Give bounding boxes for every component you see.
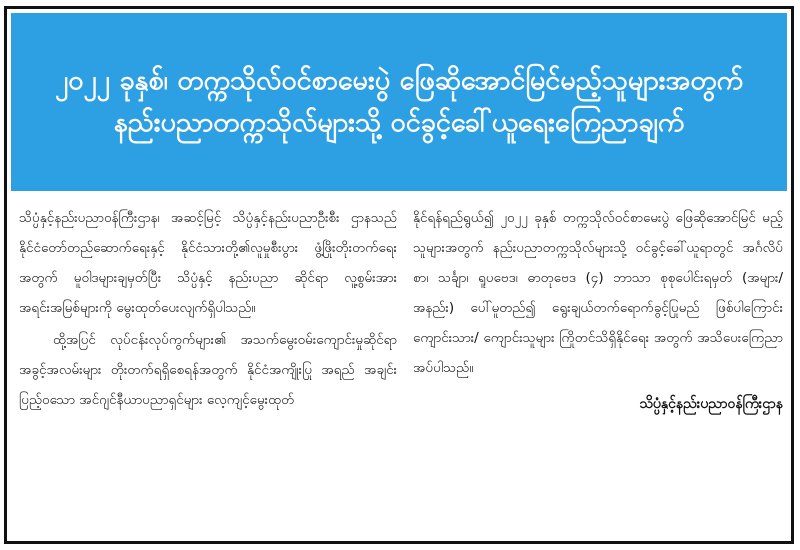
- left-paragraph-2: ထို့အပြင် လုပ်ငန်းလုပ်ကွက်များ၏ အသက်မွေးဝမ်းကျောင်းမှုဆိုင်ရာ အခွင့်အလမ်းများ တိုးတက်ရရှိစေရန်အတွက် နိုင်ငံအကျိုးပြု အရည် အချင်းပြည့်ဝသော အင်ဂျင်နီယာပညာရှင်များ လေ့ကျင့်မွေးထုတ်: [19, 332, 397, 408]
- signature: သိပ္ပံနှင့်နည်းပညာဝန်ကြီးဌာန: [639, 396, 783, 412]
- left-paragraph-1: သိပ္ပံနှင့်နည်းပညာဝန်ကြီးဌာန၊ အဆင့်မြင့် သိပ္ပံနှင့်နည်းပညာဦးစီး ဌာနသည်နိုင်ငံတော်တည်ဆောက်ရေးနှင့် နိုင်ငံသားတို့၏လူမှုစီးပွား ဖွံ့ဖြိုးတိုးတက်ရေးအတွက် မူဝါဒများချမှတ်ပြီး သိပ္ပံနှင့် နည်းပညာ ဆိုင်ရာ လူ့စွမ်းအားအရင်းအမြစ်များကို မွေးထုတ်ပေးလျက်ရှိပါသည်။: [19, 210, 397, 316]
- title-line-1: ၂၀၂၂ ခုနှစ်၊ တက္ကသိုလ်ဝင်စာမေးပွဲ ဖြေဆိုအောင်မြင်မည့်သူများအတွက်: [54, 65, 744, 97]
- right-column: [413, 203, 783, 535]
- title-banner: [11, 13, 787, 191]
- left-column: [19, 203, 397, 535]
- announcement-frame: [4, 6, 794, 544]
- announcement-body: [11, 203, 787, 535]
- title-line-2: နည်းပညာတက္ကသိုလ်များသို့ ဝင်ခွင့်ခေါ်ယူရေးကြေညာချက်: [113, 107, 685, 138]
- right-paragraph: နိုင်ရန်ရည်ရွယ်၍ ၂၀၂၂ ခုနှစ် တက္ကသိုလ်ဝင်စာမေးပွဲ ဖြေဆိုအောင်မြင် မည့်သူများအတွက် နည်းပညာတက္ကသိုလ်များသို့ ဝင်ခွင့်ခေါ်ယူရာတွင် အင်္ဂလိပ်စာ၊ သင်္ချာ၊ ရူပဗေဒ၊ ဓာတုဗေဒ (၄) ဘာသာ စုစုပေါင်းရမှတ် (အများ/ အနည်း) ပေါ်မူတည်၍ ရွေးချယ်တက်ရောက်ခွင့်ပြုမည် ဖြစ်ပါကြောင်း ကျောင်းသား/ ကျောင်းသူများ ကြိုတင်သိရှိနိုင်ရေး အတွက် အသိပေးကြေညာအပ်ပါသည်။: [413, 210, 783, 376]
